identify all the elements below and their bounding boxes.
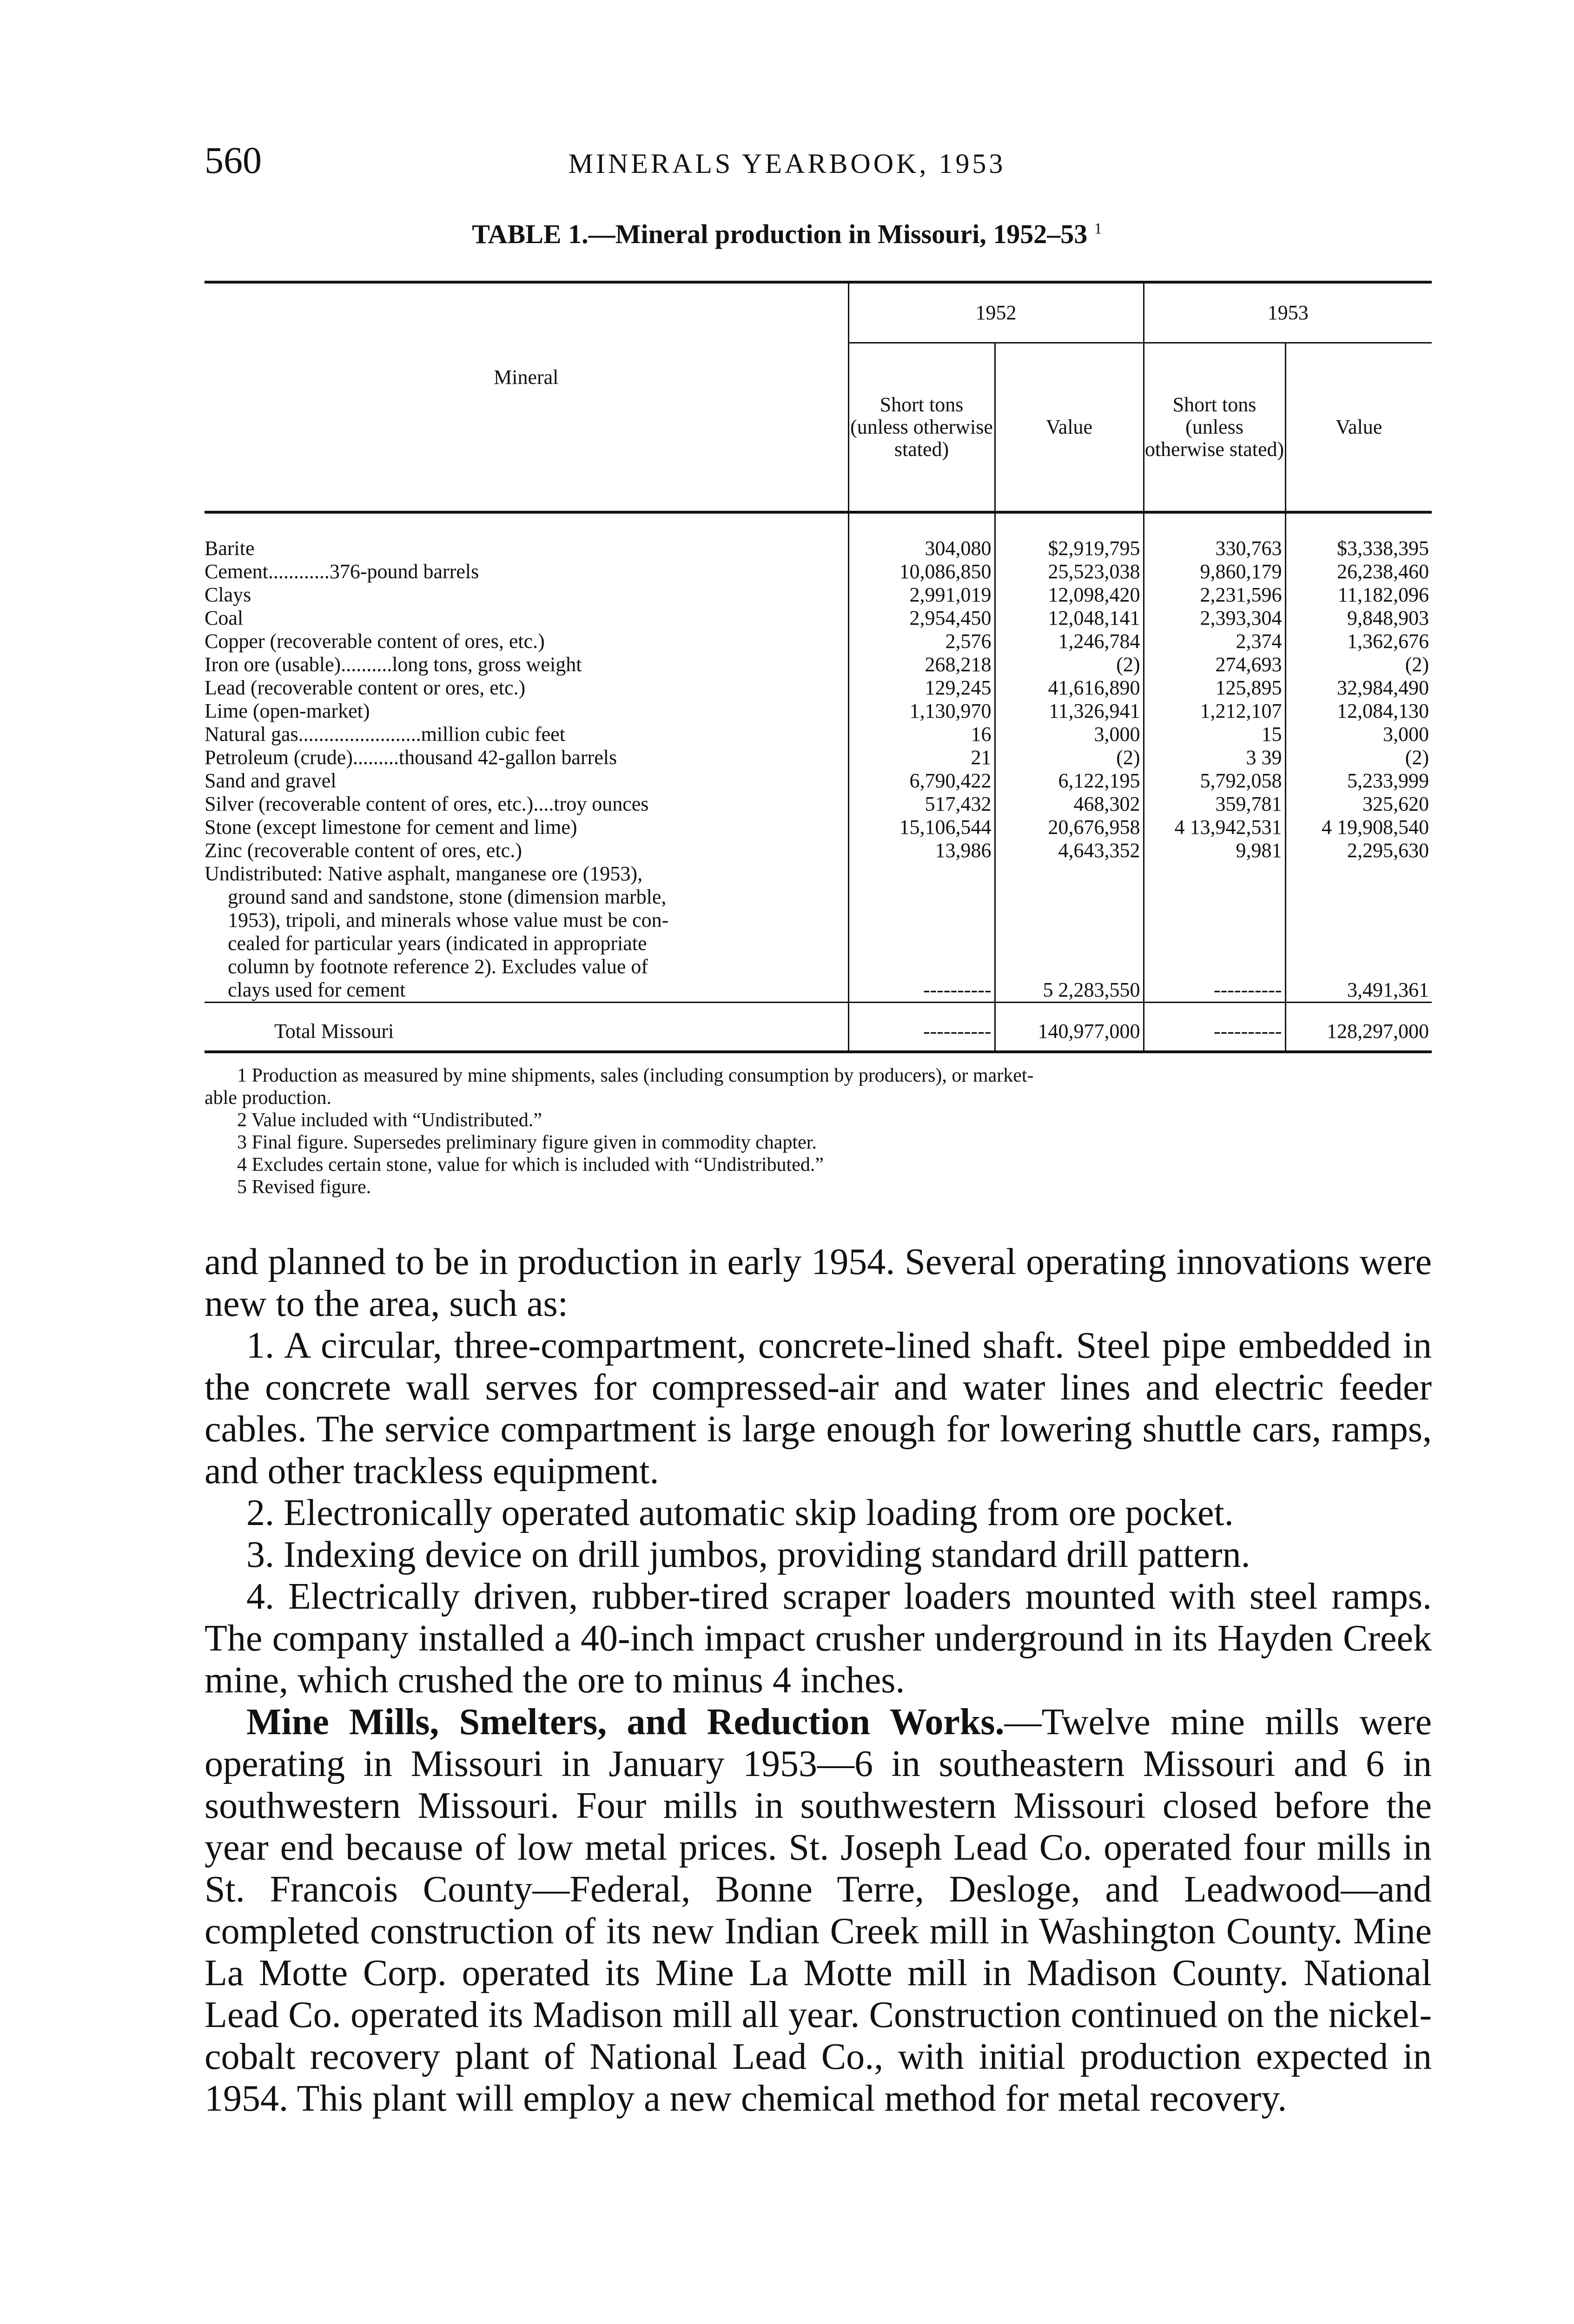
tons-1953: ---------- [1144, 862, 1285, 1003]
paragraph: 1. A circular, three-compartment, concrete-lined shaft. Steel pipe embedded in the concrete wall serves for compressed-air and water lines and electric feeder cables. The service compartment is large enough for lowering shuttle cars, ramps, and other trackless equipment. [205, 1325, 1432, 1492]
mineral-name: Natural gas........................million cubic feet [205, 722, 565, 746]
paragraph: 3. Indexing device on drill jumbos, providing standard drill pattern. [246, 1534, 1250, 1575]
tons-1952: 2,954,450 [848, 607, 995, 630]
value-1953: 2,295,630 [1285, 839, 1432, 862]
undistributed-line: cealed for particular years (indicated in appropriate [228, 931, 647, 955]
table-row [205, 583, 1432, 607]
mineral-name: Lime (open-market) [205, 699, 370, 722]
table-row [205, 607, 1432, 630]
tons-1953: 2,374 [1144, 630, 1285, 653]
tons-1953: 5,792,058 [1144, 769, 1285, 792]
value-1953: 3,491,361 [1285, 862, 1432, 1003]
value-1953: 26,238,460 [1285, 560, 1432, 583]
footnote: 4 Excludes certain stone, value for which is included with “Undistributed.” [237, 1154, 824, 1175]
tons-1952: 21 [848, 746, 995, 769]
table-row [205, 792, 1432, 816]
mineral-name: Sand and gravel [205, 769, 337, 792]
section-heading: Mine Mills, Smelters, and Reduction Works. [246, 1702, 1005, 1743]
value-1952: 6,122,195 [995, 769, 1144, 792]
undistributed-label [205, 862, 848, 1003]
table-row [205, 839, 1432, 862]
value-1952: (2) [995, 746, 1144, 769]
undistributed-row [205, 862, 1432, 1003]
paragraph: and planned to be in production in early 1954. Several operating innovations were new to the area, such as: [205, 1241, 1432, 1324]
table-row [205, 676, 1432, 700]
mineral-name: Zinc (recoverable content of ores, etc.) [205, 838, 522, 862]
table-row [205, 512, 1432, 560]
tons-1952: 2,576 [848, 630, 995, 653]
mineral-name: Iron ore (usable)..........long tons, gross weight [205, 653, 582, 676]
tons-1953: 3 39 [1144, 746, 1285, 769]
short-tons-1952-header: Short tons (unless otherwise stated) [848, 343, 995, 512]
tons-1952: ---------- [848, 862, 995, 1003]
undistributed-line: clays used for cement [228, 978, 406, 1001]
table-title [0, 218, 1574, 250]
table-title-text: TABLE 1.—Mineral production in Missouri, 1952–53 [472, 219, 1088, 249]
table-row [205, 560, 1432, 583]
tons-1952: 16 [848, 723, 995, 746]
value-1952: 5 2,283,550 [995, 862, 1144, 1003]
mineral-production-table [205, 281, 1432, 1053]
undistributed-line: 1953), tripoli, and minerals whose value must be con- [228, 908, 669, 931]
footnote: 5 Revised figure. [237, 1176, 371, 1198]
page-number: 560 [205, 139, 262, 181]
body-text [205, 1241, 1432, 2119]
mineral-name: Coal [205, 606, 244, 629]
tons-1952: 1,130,970 [848, 700, 995, 723]
value-1953: 12,084,130 [1285, 700, 1432, 723]
tons-1953: 9,981 [1144, 839, 1285, 862]
value-1952: 4,643,352 [995, 839, 1144, 862]
value-1952: 41,616,890 [995, 676, 1144, 700]
mineral-column-header: Mineral [205, 343, 848, 512]
footnote: able production. [205, 1087, 331, 1109]
table-row [205, 653, 1432, 676]
tons-1953: 4 13,942,531 [1144, 816, 1285, 839]
value-1953: 32,984,490 [1285, 676, 1432, 700]
value-1953: (2) [1285, 653, 1432, 676]
mineral-name: Cement............376-pound barrels [205, 560, 479, 583]
footnote: 3 Final figure. Supersedes preliminary figure given in commodity chapter. [237, 1132, 817, 1153]
value-1953: $3,338,395 [1285, 512, 1432, 560]
value-1952: $2,919,795 [995, 512, 1144, 560]
header-blank [205, 282, 848, 343]
running-title: MINERALS YEARBOOK, 1953 [568, 148, 1006, 179]
mineral-name: Copper (recoverable content of ores, etc.) [205, 629, 545, 653]
value-1952: 20,676,958 [995, 816, 1144, 839]
paragraph: 4. Electrically driven, rubber-tired scraper loaders mounted with steel ramps. The company installed a 40-inch impact crusher underground in its Hayden Creek mine, which crushed the ore to minus 4 inches. [205, 1576, 1432, 1701]
table-title-footnote-ref: 1 [1094, 220, 1102, 238]
value-1952-header: Value [995, 343, 1144, 512]
total-label: Total Missouri [274, 1019, 394, 1043]
tons-1953: 125,895 [1144, 676, 1285, 700]
total-tons-1953: ---------- [1144, 1002, 1285, 1052]
total-value-1953: 128,297,000 [1285, 1002, 1432, 1052]
undistributed-line: column by footnote reference 2). Excludes value of [228, 955, 648, 978]
total-tons-1952: ---------- [848, 1002, 995, 1052]
tons-1952: 13,986 [848, 839, 995, 862]
value-1952: 3,000 [995, 723, 1144, 746]
table-row [205, 769, 1432, 792]
tons-1953: 2,393,304 [1144, 607, 1285, 630]
table-row [205, 746, 1432, 769]
tons-1952: 268,218 [848, 653, 995, 676]
paragraph-text: —Twelve mine mills were operating in Missouri in January 1953—6 in southeastern Missouri and 6 in southwestern Missouri. Four mills in southwestern Missouri closed before the year end because of low metal prices. St. Joseph Lead Co. operated four mills in St. Francois County—Federal, Bonne Terre, Desloge, and Leadwood—and completed construction of its new Indian Creek mill in Washington County. Mine La Motte Corp. operated its Mine La Motte mill in Madison County. National Lead Co. operated its Madison mill all year. Construction continued on the nickel-cobalt recovery plant of National Lead Co., with initial production expected in 1954. This plant will employ a new chemical method for metal recovery. [205, 1702, 1432, 2119]
tons-1952: 304,080 [848, 512, 995, 560]
short-tons-1953-header: Short tons (unless otherwise stated) [1144, 343, 1285, 512]
table-row [205, 816, 1432, 839]
tons-1953: 274,693 [1144, 653, 1285, 676]
tons-1953: 359,781 [1144, 792, 1285, 816]
value-1953: (2) [1285, 746, 1432, 769]
value-1953: 4 19,908,540 [1285, 816, 1432, 839]
table-footnotes [205, 1064, 1432, 1198]
value-1953: 325,620 [1285, 792, 1432, 816]
mineral-name: Clays [205, 583, 251, 606]
year-1953-header: 1953 [1144, 282, 1432, 343]
value-1953: 11,182,096 [1285, 583, 1432, 607]
table-row [205, 723, 1432, 746]
total-value-1952: 140,977,000 [995, 1002, 1144, 1052]
mineral-name: Silver (recoverable content of ores, etc.)....troy ounces [205, 792, 649, 815]
tons-1953: 15 [1144, 723, 1285, 746]
footnote: 2 Value included with “Undistributed.” [237, 1109, 542, 1131]
tons-1953: 1,212,107 [1144, 700, 1285, 723]
paragraph [205, 1701, 1432, 2119]
undistributed-line: ground sand and sandstone, stone (dimension marble, [228, 885, 667, 908]
value-1953: 1,362,676 [1285, 630, 1432, 653]
mineral-name: Lead (recoverable content or ores, etc.) [205, 676, 526, 699]
value-1953: 9,848,903 [1285, 607, 1432, 630]
tons-1953: 9,860,179 [1144, 560, 1285, 583]
undistributed-line: Undistributed: Native asphalt, manganese ore (1953), [205, 862, 643, 885]
tons-1952: 2,991,019 [848, 583, 995, 607]
tons-1953: 2,231,596 [1144, 583, 1285, 607]
paragraph: 2. Electronically operated automatic skip loading from ore pocket. [246, 1492, 1234, 1533]
value-1952: 12,098,420 [995, 583, 1144, 607]
value-1952: 1,246,784 [995, 630, 1144, 653]
tons-1952: 129,245 [848, 676, 995, 700]
tons-1952: 6,790,422 [848, 769, 995, 792]
tons-1952: 10,086,850 [848, 560, 995, 583]
tons-1953: 330,763 [1144, 512, 1285, 560]
mineral-name: Stone (except limestone for cement and lime) [205, 815, 577, 838]
value-1952: 12,048,141 [995, 607, 1144, 630]
value-1953: 5,233,999 [1285, 769, 1432, 792]
value-1952: 468,302 [995, 792, 1144, 816]
value-1953-header: Value [1285, 343, 1432, 512]
value-1953: 3,000 [1285, 723, 1432, 746]
table-row [205, 630, 1432, 653]
mineral-name: Barite [205, 536, 255, 560]
table-row [205, 700, 1432, 723]
value-1952: 11,326,941 [995, 700, 1144, 723]
value-1952: 25,523,038 [995, 560, 1144, 583]
tons-1952: 517,432 [848, 792, 995, 816]
footnote: 1 Production as measured by mine shipments, sales (including consumption by producers), or market- [237, 1065, 1034, 1086]
tons-1952: 15,106,544 [848, 816, 995, 839]
year-1952-header: 1952 [848, 282, 1144, 343]
mineral-name: Petroleum (crude).........thousand 42-gallon barrels [205, 746, 617, 769]
value-1952: (2) [995, 653, 1144, 676]
total-row [205, 1002, 1432, 1052]
